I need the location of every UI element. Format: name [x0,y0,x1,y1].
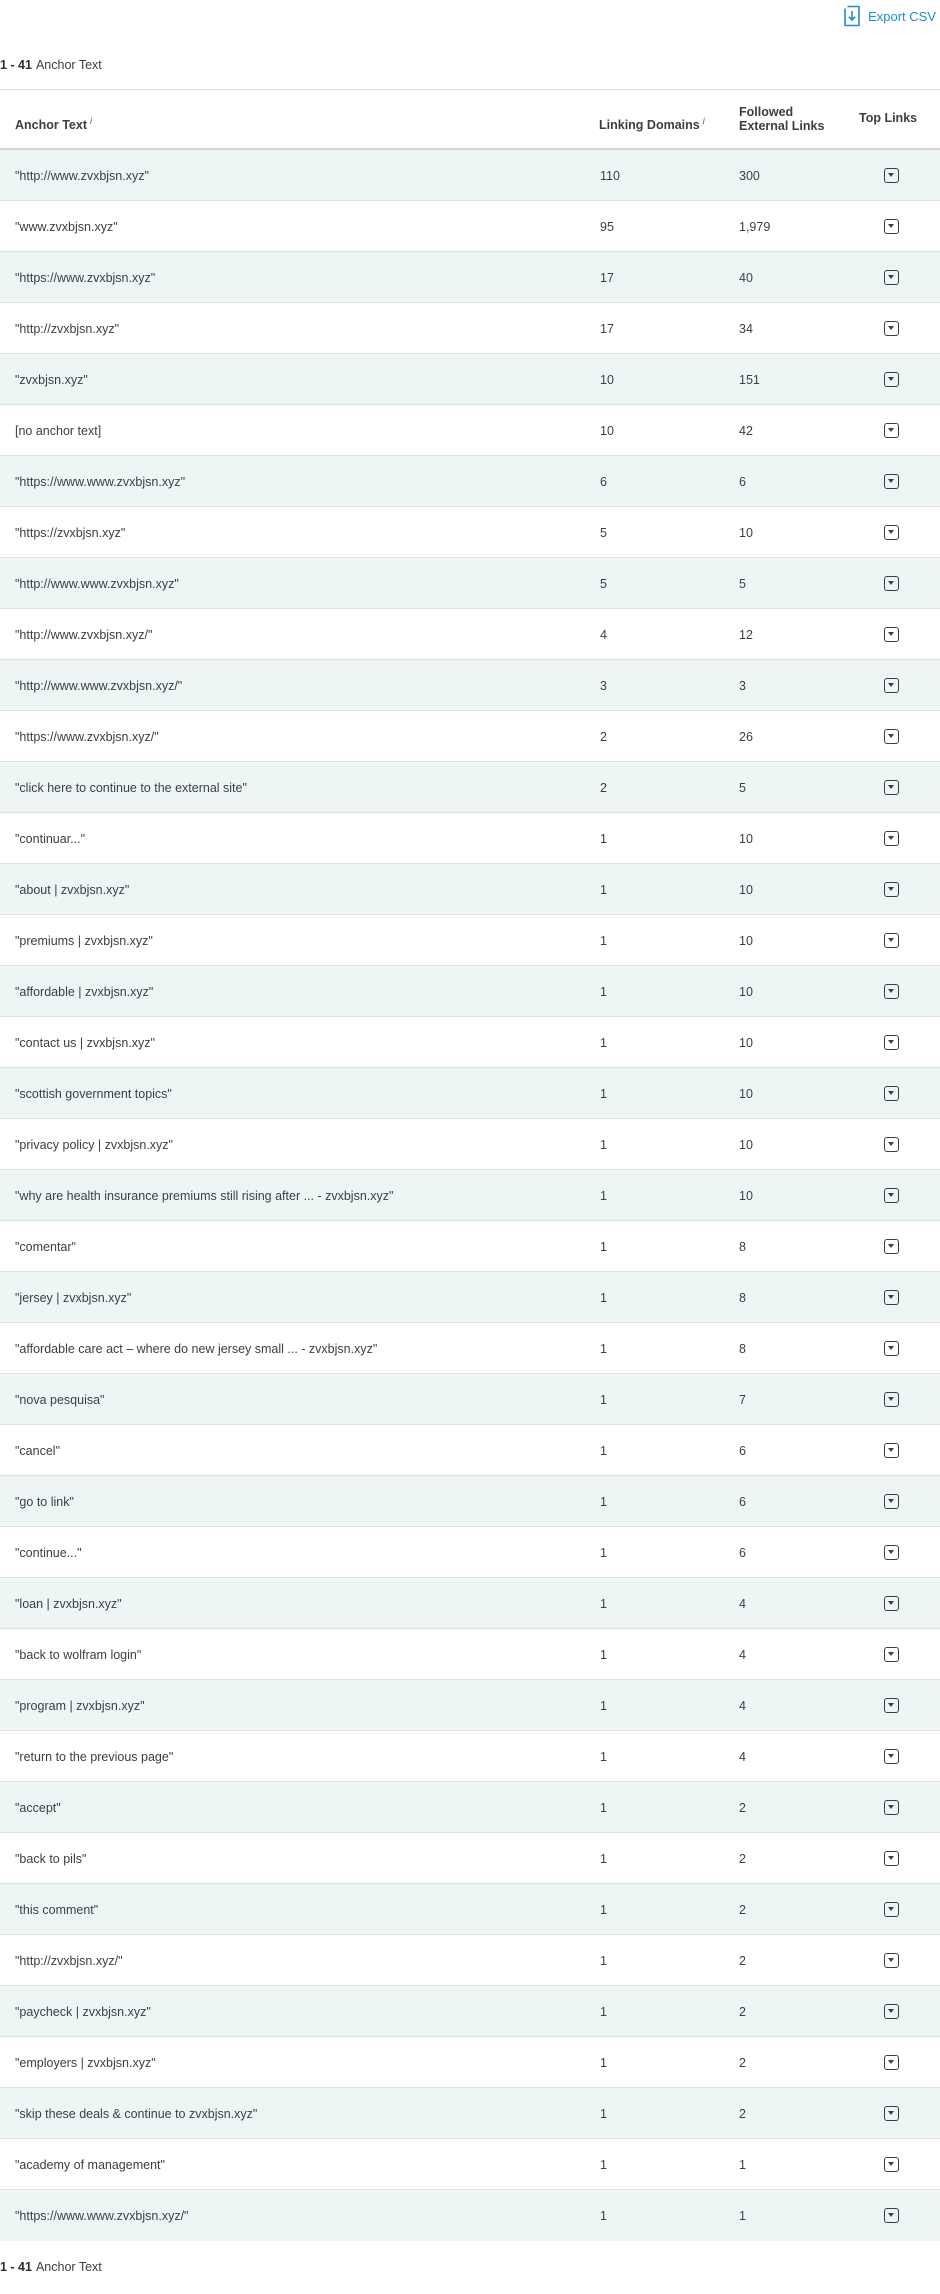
dropdown-toggle-icon[interactable] [884,372,899,387]
linking-domains-cell: 1 [600,1494,607,1509]
anchor-text-cell: "go to link" [15,1494,74,1509]
anchor-text-cell: "affordable care act – where do new jersey small ... - zvxbjsn.xyz" [15,1341,378,1356]
top-links-cell [884,1374,899,1425]
top-links-cell [884,354,899,405]
anchor-text-cell: "contact us | zvxbjsn.xyz" [15,1035,155,1050]
followed-external-links-cell: 1 [739,2208,746,2223]
top-links-cell [884,1884,899,1935]
top-links-cell [884,915,899,966]
table-row [0,558,940,609]
linking-domains-cell: 1 [600,1239,607,1254]
dropdown-toggle-icon[interactable] [884,270,899,285]
followed-external-links-cell: 10 [739,1137,753,1152]
anchor-text-cell: "this comment" [15,1902,99,1917]
top-links-cell [884,405,899,456]
dropdown-toggle-icon[interactable] [884,1035,899,1050]
table-row [0,1221,940,1272]
followed-external-links-cell: 6 [739,1443,746,1458]
followed-external-links-cell: 4 [739,1698,746,1713]
linking-domains-cell: 1 [600,1392,607,1407]
dropdown-toggle-icon[interactable] [884,1494,899,1509]
followed-external-links-cell: 8 [739,1341,746,1356]
linking-domains-cell: 1 [600,1290,607,1305]
table-row [0,1272,940,1323]
info-icon[interactable]: i [702,116,705,126]
top-links-cell [884,252,899,303]
linking-domains-cell: 1 [600,831,607,846]
download-icon [844,5,860,27]
top-links-cell [884,1119,899,1170]
anchor-text-cell: "http://www.zvxbjsn.xyz" [15,168,149,183]
table-row [0,252,940,303]
linking-domains-cell: 1 [600,984,607,999]
table-row [0,1833,940,1884]
table-row [0,507,940,558]
anchor-text-cell: "back to pils" [15,1851,87,1866]
dropdown-toggle-icon[interactable] [884,1137,899,1152]
table-row [0,1782,940,1833]
table-row [0,864,940,915]
table-row [0,609,940,660]
linking-domains-cell: 1 [600,1902,607,1917]
table-row [0,762,940,813]
dropdown-toggle-icon[interactable] [884,168,899,183]
dropdown-toggle-icon[interactable] [884,474,899,489]
followed-external-links-cell: 26 [739,729,753,744]
top-links-cell [884,2190,899,2241]
linking-domains-cell: 1 [600,2157,607,2172]
dropdown-toggle-icon[interactable] [884,1392,899,1407]
top-links-cell [884,150,899,201]
dropdown-toggle-icon[interactable] [884,1698,899,1713]
linking-domains-cell: 2 [600,780,607,795]
table-body [0,150,940,2241]
linking-domains-cell: 1 [600,882,607,897]
followed-external-links-cell: 8 [739,1290,746,1305]
followed-external-links-cell: 300 [739,168,760,183]
linking-domains-cell: 1 [600,2055,607,2070]
followed-external-links-cell: 12 [739,627,753,642]
followed-external-links-cell: 4 [739,1647,746,1662]
top-links-cell [884,1578,899,1629]
table-row [0,150,940,201]
followed-external-links-cell: 42 [739,423,753,438]
followed-external-links-cell: 10 [739,984,753,999]
table-row [0,2190,940,2241]
dropdown-toggle-icon[interactable] [884,1443,899,1458]
table-row [0,660,940,711]
top-links-cell [884,1782,899,1833]
table-row [0,1986,940,2037]
column-header-followed-line1: Followed [739,105,794,119]
followed-external-links-cell: 1,979 [739,219,771,234]
anchor-text-cell: "https://www.www.zvxbjsn.xyz/" [15,2208,189,2223]
followed-external-links-cell: 6 [739,1545,746,1560]
dropdown-toggle-icon[interactable] [884,1341,899,1356]
table-row [0,1323,940,1374]
anchor-text-cell: "http://www.www.zvxbjsn.xyz" [15,576,179,591]
dropdown-toggle-icon[interactable] [884,1902,899,1917]
top-links-cell [884,1731,899,1782]
followed-external-links-cell: 10 [739,525,753,540]
followed-external-links-cell: 2 [739,1851,746,1866]
top-links-cell [884,609,899,660]
top-links-cell [884,762,899,813]
followed-external-links-cell: 4 [739,1596,746,1611]
followed-external-links-cell: 3 [739,678,746,693]
linking-domains-cell: 1 [600,933,607,948]
result-label: Anchor Text [35,2260,102,2274]
table-row [0,1170,940,1221]
linking-domains-cell: 1 [600,1749,607,1764]
top-links-cell [884,2088,899,2139]
export-csv-label: Export CSV [868,8,936,24]
followed-external-links-cell: 2 [739,1902,746,1917]
anchor-text-cell: "click here to continue to the external site" [15,780,247,795]
anchor-text-cell: "nova pesquisa" [15,1392,105,1407]
dropdown-toggle-icon[interactable] [884,678,899,693]
top-links-cell [884,1272,899,1323]
table-row [0,1119,940,1170]
dropdown-toggle-icon[interactable] [884,1239,899,1254]
dropdown-toggle-icon[interactable] [884,627,899,642]
table-row [0,405,940,456]
linking-domains-cell: 1 [600,2106,607,2121]
table-row [0,1017,940,1068]
dropdown-toggle-icon[interactable] [884,831,899,846]
linking-domains-cell: 1 [600,2004,607,2019]
anchor-text-cell: "https://www.www.zvxbjsn.xyz" [15,474,186,489]
followed-external-links-cell: 10 [739,1035,753,1050]
anchor-text-cell: "https://zvxbjsn.xyz" [15,525,126,540]
anchor-text-cell: "http://zvxbjsn.xyz/" [15,1953,123,1968]
followed-external-links-cell: 34 [739,321,753,336]
anchor-text-cell: "cancel" [15,1443,61,1458]
table-row [0,1731,940,1782]
linking-domains-cell: 5 [600,525,607,540]
top-links-cell [884,2037,899,2088]
table-row [0,1476,940,1527]
linking-domains-cell: 4 [600,627,607,642]
followed-external-links-cell: 7 [739,1392,746,1407]
column-header-followed-external-links[interactable] [739,105,824,133]
anchor-text-cell: "academy of management" [15,2157,165,2172]
dropdown-toggle-icon[interactable] [884,576,899,591]
linking-domains-cell: 1 [600,1698,607,1713]
linking-domains-cell: 1 [600,1545,607,1560]
linking-domains-cell: 1 [600,1188,607,1203]
linking-domains-cell: 110 [600,168,620,183]
linking-domains-cell: 17 [600,270,614,285]
anchor-text-cell: "employers | zvxbjsn.xyz" [15,2055,156,2070]
anchor-text-cell: "skip these deals & continue to zvxbjsn.xyz" [15,2106,258,2121]
table-row [0,813,940,864]
top-links-cell [884,1629,899,1680]
anchor-text-cell: "http://www.zvxbjsn.xyz/" [15,627,153,642]
top-links-cell [884,1833,899,1884]
dropdown-toggle-icon[interactable] [884,1851,899,1866]
followed-external-links-cell: 2 [739,1953,746,1968]
top-links-cell [884,1323,899,1374]
anchor-text-cell: "continuar..." [15,831,86,846]
dropdown-toggle-icon[interactable] [884,1545,899,1560]
dropdown-toggle-icon[interactable] [884,2004,899,2019]
linking-domains-cell: 1 [600,1800,607,1815]
top-links-cell [884,660,899,711]
dropdown-toggle-icon[interactable] [884,423,899,438]
followed-external-links-cell: 5 [739,576,746,591]
table-row [0,1527,940,1578]
followed-external-links-cell: 6 [739,474,746,489]
top-links-cell [884,456,899,507]
dropdown-toggle-icon[interactable] [884,219,899,234]
anchor-text-cell: "https://www.zvxbjsn.xyz/" [15,729,159,744]
result-count-footer [0,2257,102,2277]
anchor-text-cell: "why are health insurance premiums still rising after ... - zvxbjsn.xyz" [15,1188,394,1203]
info-icon[interactable]: i [90,116,92,126]
table-row [0,2037,940,2088]
top-links-cell [884,2139,899,2190]
linking-domains-cell: 1 [600,1035,607,1050]
table-row [0,915,940,966]
anchor-text-cell: "program | zvxbjsn.xyz" [15,1698,145,1713]
table-row [0,456,940,507]
dropdown-toggle-icon[interactable] [884,1749,899,1764]
top-links-cell [884,1425,899,1476]
anchor-text-cell: "continue..." [15,1545,82,1560]
table-row [0,303,940,354]
dropdown-toggle-icon[interactable] [884,882,899,897]
linking-domains-cell: 10 [600,423,614,438]
table-row [0,1578,940,1629]
table-row [0,1935,940,1986]
followed-external-links-cell: 40 [739,270,753,285]
column-header-anchor-text[interactable] [15,114,92,132]
top-links-cell [884,1935,899,1986]
anchor-text-table [0,89,940,2241]
toolbar [0,0,940,34]
top-links-cell [884,558,899,609]
anchor-text-cell: "return to the previous page" [15,1749,174,1764]
followed-external-links-cell: 2 [739,1800,746,1815]
followed-external-links-cell: 10 [739,1086,753,1101]
linking-domains-cell: 5 [600,576,607,591]
linking-domains-cell: 1 [600,1086,607,1101]
table-row [0,201,940,252]
table-row [0,1425,940,1476]
result-range: 1 - 41 [0,2260,32,2274]
followed-external-links-cell: 5 [739,780,746,795]
linking-domains-cell: 1 [600,1647,607,1662]
followed-external-links-cell: 10 [739,1188,753,1203]
dropdown-toggle-icon[interactable] [884,525,899,540]
table-row [0,1884,940,1935]
followed-external-links-cell: 151 [739,372,760,387]
anchor-text-cell: "www.zvxbjsn.xyz" [15,219,118,234]
linking-domains-cell: 2 [600,729,607,744]
anchor-text-cell: "loan | zvxbjsn.xyz" [15,1596,122,1611]
anchor-text-cell: "about | zvxbjsn.xyz" [15,882,130,897]
top-links-cell [884,1527,899,1578]
dropdown-toggle-icon[interactable] [884,729,899,744]
table-row [0,966,940,1017]
dropdown-toggle-icon[interactable] [884,933,899,948]
anchor-text-cell: "http://www.www.zvxbjsn.xyz/" [15,678,183,693]
linking-domains-cell: 10 [600,372,614,387]
followed-external-links-cell: 10 [739,933,753,948]
table-row [0,711,940,762]
top-links-cell [884,1986,899,2037]
top-links-cell [884,1680,899,1731]
dropdown-toggle-icon[interactable] [884,1188,899,1203]
followed-external-links-cell: 8 [739,1239,746,1254]
followed-external-links-cell: 10 [739,831,753,846]
dropdown-toggle-icon[interactable] [884,1596,899,1611]
linking-domains-cell: 95 [600,219,614,234]
linking-domains-cell: 1 [600,1341,607,1356]
table-row [0,1680,940,1731]
linking-domains-cell: 1 [600,1596,607,1611]
table-row [0,2139,940,2190]
dropdown-toggle-icon[interactable] [884,1290,899,1305]
dropdown-toggle-icon[interactable] [884,2106,899,2121]
table-row [0,354,940,405]
export-csv-button[interactable] [844,3,936,29]
table-row [0,1068,940,1119]
top-links-cell [884,1017,899,1068]
anchor-text-cell: "affordable | zvxbjsn.xyz" [15,984,154,999]
column-header-linking-domains-label: Linking Domains [599,118,700,133]
top-links-cell [884,1221,899,1272]
top-links-cell [884,303,899,354]
top-links-cell [884,201,899,252]
followed-external-links-cell: 2 [739,2055,746,2070]
anchor-text-cell: "http://zvxbjsn.xyz" [15,321,120,336]
dropdown-toggle-icon[interactable] [884,984,899,999]
top-links-cell [884,711,899,762]
top-links-cell [884,1068,899,1119]
anchor-text-cell: "accept" [15,1800,61,1815]
top-links-cell [884,507,899,558]
anchor-text-cell: "https://www.zvxbjsn.xyz" [15,270,156,285]
followed-external-links-cell: 10 [739,882,753,897]
anchor-text-cell: "back to wolfram login" [15,1647,142,1662]
linking-domains-cell: 1 [600,1953,607,1968]
linking-domains-cell: 17 [600,321,614,336]
linking-domains-cell: 1 [600,1851,607,1866]
followed-external-links-cell: 1 [739,2157,746,2172]
dropdown-toggle-icon[interactable] [884,2055,899,2070]
anchor-text-cell: "scottish government topics" [15,1086,172,1101]
anchor-text-cell: "premiums | zvxbjsn.xyz" [15,933,153,948]
linking-domains-cell: 3 [600,678,607,693]
column-header-linking-domains[interactable] [599,114,705,132]
anchor-text-cell: [no anchor text] [15,423,102,438]
column-header-top-links [859,111,917,125]
top-links-cell [884,813,899,864]
linking-domains-cell: 1 [600,1443,607,1458]
dropdown-toggle-icon[interactable] [884,321,899,336]
top-links-cell [884,1170,899,1221]
followed-external-links-cell: 4 [739,1749,746,1764]
column-header-anchor-text-label: Anchor Text [15,118,87,133]
dropdown-toggle-icon[interactable] [884,2208,899,2223]
linking-domains-cell: 1 [600,2208,607,2223]
followed-external-links-cell: 2 [739,2004,746,2019]
linking-domains-cell: 1 [600,1137,607,1152]
top-links-cell [884,1476,899,1527]
anchor-text-cell: "jersey | zvxbjsn.xyz" [15,1290,132,1305]
result-count [0,55,102,75]
linking-domains-cell: 6 [600,474,607,489]
result-range: 1 - 41 [0,58,32,72]
column-header-top-links-label: Top Links [859,111,918,125]
table-row [0,2088,940,2139]
result-label: Anchor Text [35,58,102,72]
column-header-followed-line2: External Links [739,119,825,133]
followed-external-links-cell: 6 [739,1494,746,1509]
dropdown-toggle-icon[interactable] [884,2157,899,2172]
dropdown-toggle-icon[interactable] [884,1800,899,1815]
anchor-text-cell: "comentar" [15,1239,76,1254]
dropdown-toggle-icon[interactable] [884,1647,899,1662]
table-row [0,1629,940,1680]
dropdown-toggle-icon[interactable] [884,780,899,795]
anchor-text-cell: "privacy policy | zvxbjsn.xyz" [15,1137,173,1152]
followed-external-links-cell: 2 [739,2106,746,2121]
top-links-cell [884,864,899,915]
table-header [0,89,940,150]
table-row [0,1374,940,1425]
anchor-text-cell: "paycheck | zvxbjsn.xyz" [15,2004,151,2019]
dropdown-toggle-icon[interactable] [884,1086,899,1101]
top-links-cell [884,966,899,1017]
anchor-text-cell: "zvxbjsn.xyz" [15,372,88,387]
dropdown-toggle-icon[interactable] [884,1953,899,1968]
